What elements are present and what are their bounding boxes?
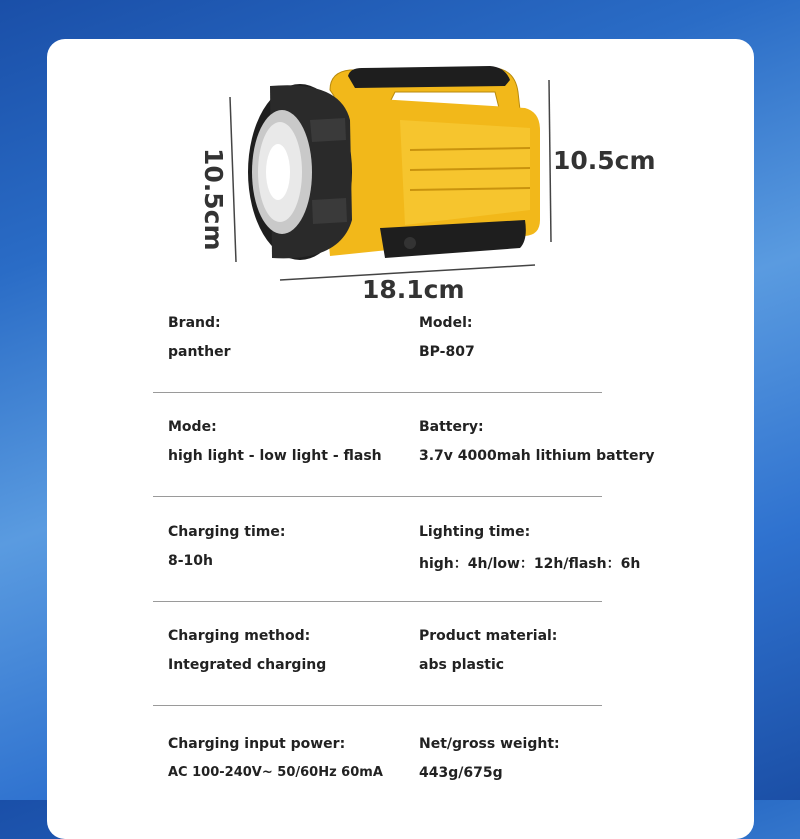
spec-value: BP-807 [419, 344, 475, 360]
spec-value: 3.7v 4000mah lithium battery [419, 448, 655, 464]
spec-value: high：4h/low：12h/flash：6h [419, 556, 641, 572]
height-dimension-left: 10.5cm [199, 148, 228, 251]
spec-label: Net/gross weight: [419, 736, 560, 752]
spec-value: 8-10h [168, 553, 214, 569]
divider [153, 392, 602, 393]
spec-label: Charging time: [168, 524, 286, 540]
spec-label: Charging input power: [168, 736, 346, 752]
divider [153, 705, 602, 706]
spec-label: Charging method: [168, 628, 311, 644]
spec-label: Lighting time: [419, 524, 531, 540]
spec-label: Brand: [168, 315, 221, 331]
length-dimension: 18.1cm [362, 275, 465, 304]
spec-value: abs plastic [419, 657, 505, 673]
flashlight-image [0, 0, 800, 320]
spec-value: Integrated charging [168, 657, 327, 673]
spec-value: panther [168, 344, 231, 360]
spec-label: Product material: [419, 628, 558, 644]
spec-label: Mode: [168, 419, 217, 435]
spec-value: AC 100-240V~ 50/60Hz 60mA [168, 765, 383, 780]
divider [153, 496, 602, 497]
spec-label: Battery: [419, 419, 484, 435]
spec-label: Model: [419, 315, 473, 331]
spec-value: high light - low light - flash [168, 448, 382, 464]
divider [153, 601, 602, 602]
height-dimension-right: 10.5cm [553, 146, 656, 175]
spec-value: 443g/675g [419, 765, 503, 781]
